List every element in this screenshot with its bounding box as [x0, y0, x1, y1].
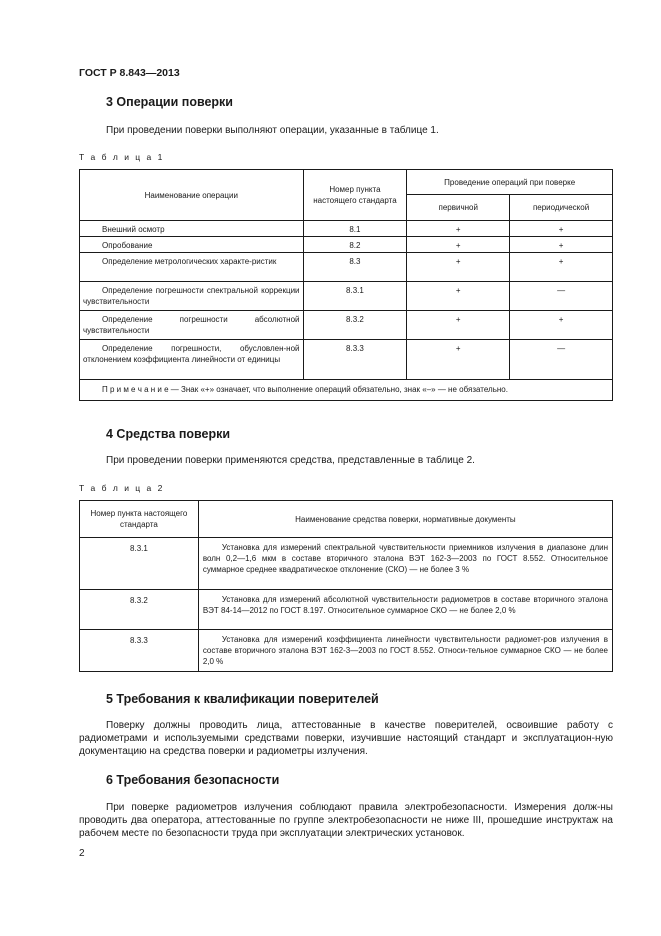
section-6-title: 6 Требования безопасности [106, 773, 280, 787]
clause-number: 8.3.2 [303, 311, 407, 340]
table-row [80, 590, 613, 630]
table-1-header-periodic: периодической [510, 195, 613, 221]
clause-number: 8.3.3 [80, 630, 199, 672]
table-row [80, 237, 613, 253]
primary-mark: + [407, 237, 510, 253]
page-number: 2 [79, 848, 85, 859]
periodic-mark: — [510, 340, 613, 380]
primary-mark: + [407, 311, 510, 340]
operation-name: Определение погрешности спектральной коррекции чувствительности [80, 282, 304, 311]
operation-name: Определение погрешности, обусловлен-ной отклонением коэффициента линейности от единицы [80, 340, 304, 380]
clause-number: 8.3.3 [303, 340, 407, 380]
table-1-header-primary: первичной [407, 195, 510, 221]
table-2-header-means: Наименование средства поверки, нормативные документы [198, 501, 612, 538]
means-description: Установка для измерений абсолютной чувствительности радиометров в составе вторичного эталона ВЭТ 84-14—2012 по ГОСТ 8.197. Относительное суммарное СКО — не более 2,0 % [198, 590, 612, 630]
periodic-mark: — [510, 282, 613, 311]
table-row [80, 221, 613, 237]
table-row [80, 630, 613, 672]
section-3-intro: При проведении поверки выполняют операции, указанные в таблице 1. [106, 125, 439, 136]
clause-number: 8.3.1 [303, 282, 407, 311]
means-description: Установка для измерений коэффициента линейности чувствительности радиомет-ров излучения в составе вторичного эталона ВЭТ 162-3—2003 по ГОСТ 8.552. Относи-тельное суммарное СКО — не более 2,0 % [198, 630, 612, 672]
table-row [80, 538, 613, 590]
periodic-mark: + [510, 311, 613, 340]
section-3-title: 3 Операции поверки [106, 95, 233, 109]
table-1-note: П р и м е ч а н и е — Знак «+» означает, что выполнение операций обязательно, знак «–» — не обязательно. [80, 380, 613, 401]
table-2 [79, 500, 613, 672]
table-1-caption: Т а б л и ц а 1 [79, 152, 165, 162]
periodic-mark: + [510, 221, 613, 237]
section-5-title: 5 Требования к квалификации поверителей [106, 692, 379, 706]
operation-name: Определение погрешности абсолютной чувствительности [80, 311, 304, 340]
primary-mark: + [407, 340, 510, 380]
operation-name: Определение метрологических характе-ристик [80, 253, 304, 282]
table-2-caption: Т а б л и ц а 2 [79, 483, 165, 493]
clause-number: 8.3.2 [80, 590, 199, 630]
table-row [80, 253, 613, 282]
periodic-mark: + [510, 253, 613, 282]
table-2-header-clause: Номер пункта настоящего стандарта [80, 501, 199, 538]
document-code: ГОСТ Р 8.843—2013 [79, 67, 180, 79]
clause-number: 8.2 [303, 237, 407, 253]
operation-name: Опробование [80, 237, 304, 253]
section-4-intro: При проведении поверки применяются средства, представленные в таблице 2. [106, 455, 475, 466]
section-4-title: 4 Средства поверки [106, 427, 231, 441]
table-1 [79, 169, 613, 401]
table-1-header-clause: Номер пункта настоящего стандарта [303, 170, 407, 221]
operation-name: Внешний осмотр [80, 221, 304, 237]
periodic-mark: + [510, 237, 613, 253]
section-5-text: Поверку должны проводить лица, аттестованные в качестве поверителей, освоившие работу с радиометрами и используемыми средствами поверки, изучившие настоящий стандарт и эксплуатацион-ную документацию на средства поверки и радиометры излучения. [79, 720, 613, 757]
table-1-header-operation: Наименование операции [80, 170, 304, 221]
primary-mark: + [407, 253, 510, 282]
table-row [80, 311, 613, 340]
clause-number: 8.1 [303, 221, 407, 237]
table-1-header-verification: Проведение операций при поверке [407, 170, 613, 195]
clause-number: 8.3 [303, 253, 407, 282]
means-description: Установка для измерений спектральной чувствительности приемников излучения в диапазоне длин волн 0,2—1,6 мкм в составе вторичного эталона ВЭТ 162-3—2003 по ГОСТ 8.552. Относительное суммарное среднее квадратическое отклонение (СКО) — не более 3 % [198, 538, 612, 590]
primary-mark: + [407, 221, 510, 237]
primary-mark: + [407, 282, 510, 311]
clause-number: 8.3.1 [80, 538, 199, 590]
table-row [80, 340, 613, 380]
section-6-text: При поверке радиометров излучения соблюдают правила электробезопасности. Измерения долж-ны проводить два оператора, аттестованные по группе электробезопасности не ниже III, прошедшие инструктаж на рабочем месте по безопасности труда при эксплуатации электрических установок. [79, 802, 613, 839]
table-row [80, 282, 613, 311]
